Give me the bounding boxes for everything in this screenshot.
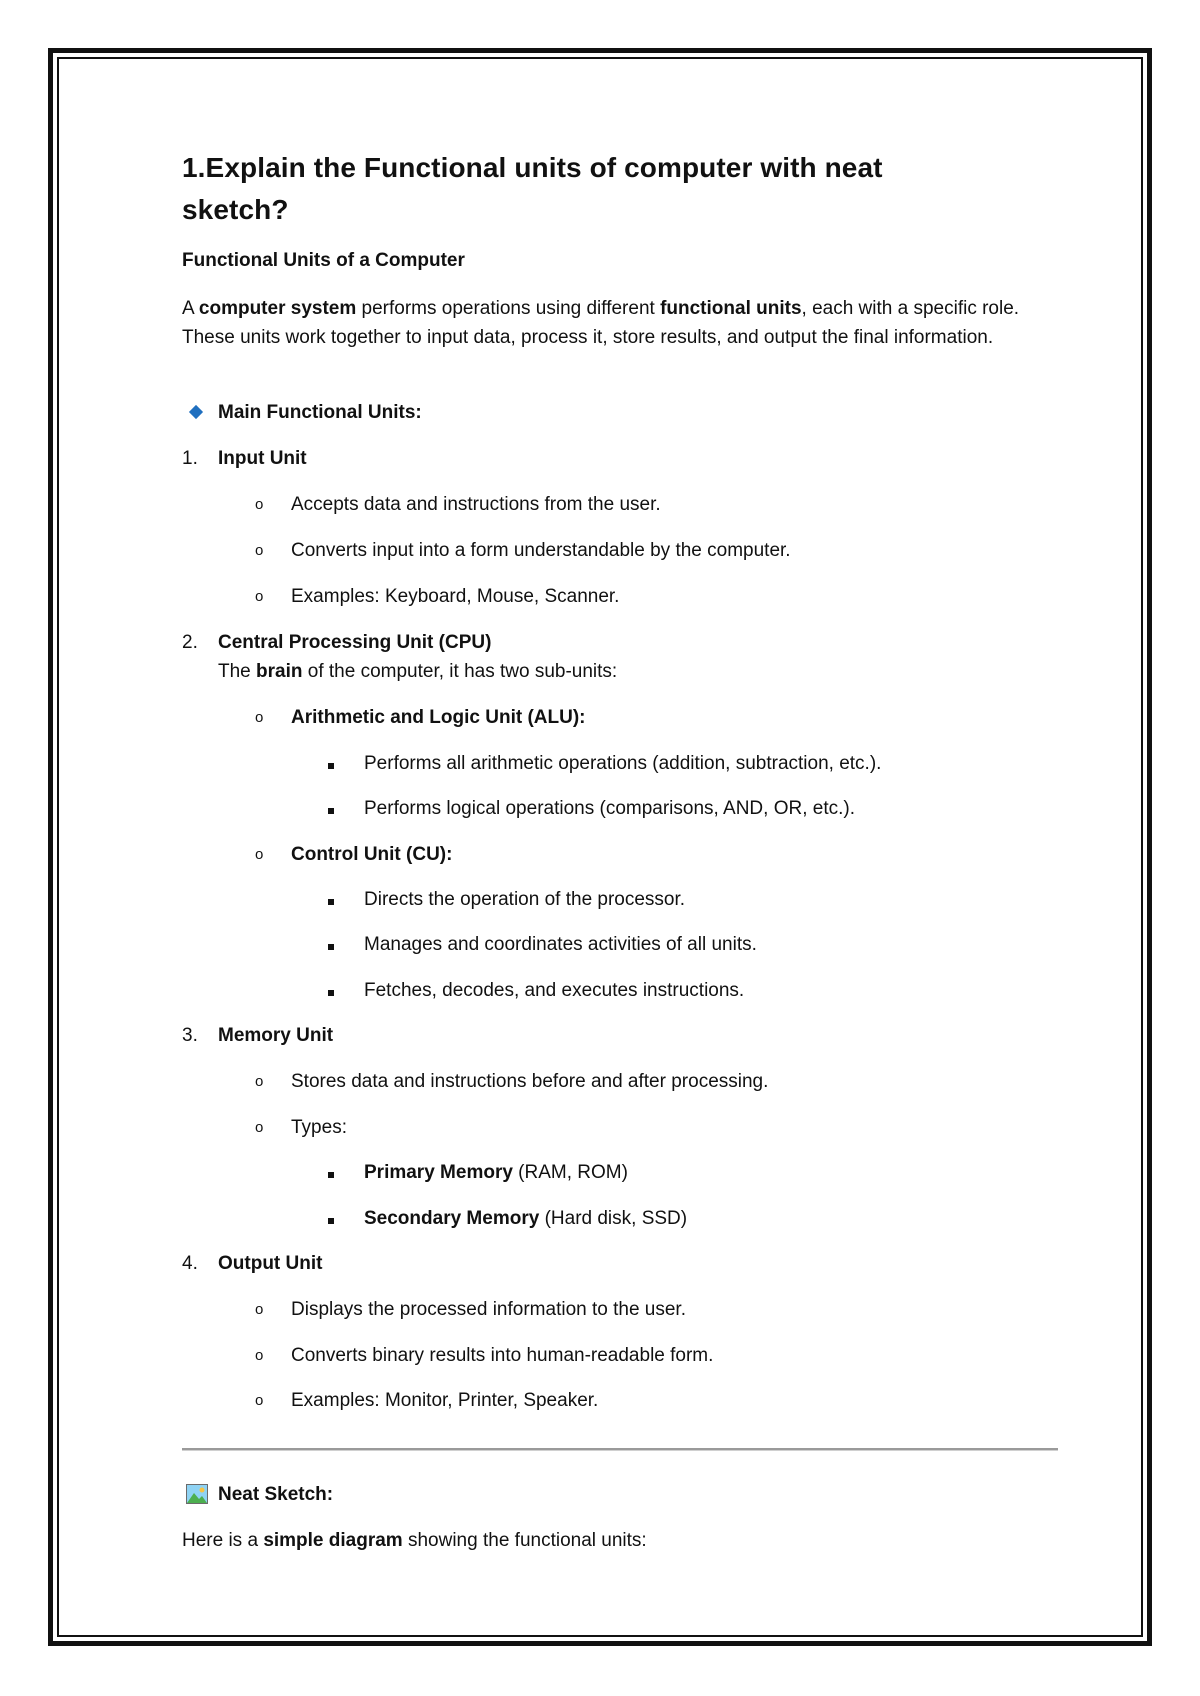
list-item: Fetches, decodes, and executes instructions.	[364, 980, 745, 1001]
list-number-1: 1.	[182, 448, 198, 469]
intro-text-3: , each with a specific role. These units work together to input data, process it, store results, and output the final information.	[182, 298, 1020, 348]
list-item: Examples: Keyboard, Mouse, Scanner.	[291, 586, 620, 607]
intro-bold-1: computer system	[198, 298, 357, 319]
cpu-heading: Central Processing Unit (CPU)	[218, 632, 492, 653]
circle-bullet-icon: o	[255, 588, 264, 605]
square-bullet-icon	[328, 990, 334, 996]
circle-bullet-icon: o	[255, 1392, 264, 1409]
square-bullet-icon	[328, 763, 334, 769]
list-item: Directs the operation of the processor.	[364, 889, 686, 910]
circle-bullet-icon: o	[255, 496, 264, 513]
list-item: Performs all arithmetic operations (addition, subtraction, etc.).	[364, 753, 882, 774]
section-subheading: Functional Units of a Computer	[182, 250, 465, 271]
question-title	[182, 147, 883, 231]
list-item: Manages and coordinates activities of all units.	[364, 934, 757, 955]
horizontal-divider	[182, 1448, 1058, 1451]
square-bullet-icon	[328, 1218, 334, 1224]
cpu-description: The brain of the computer, it has two sub-units:	[218, 661, 618, 682]
intro-text-2: performs operations using different	[356, 298, 661, 319]
question-title-line1: 1.Explain the Functional units of computer with neat	[182, 152, 883, 183]
list-item: Performs logical operations (comparisons, AND, OR, etc.).	[364, 798, 856, 819]
picture-icon	[186, 1484, 208, 1504]
question-title-line2: sketch?	[182, 194, 289, 225]
circle-bullet-icon: o	[255, 542, 264, 559]
list-item: Stores data and instructions before and after processing.	[291, 1071, 769, 1092]
circle-bullet-icon: o	[255, 709, 264, 726]
neat-sketch-heading: Neat Sketch:	[218, 1484, 334, 1505]
circle-bullet-icon: o	[255, 1347, 264, 1364]
circle-bullet-icon: o	[255, 1073, 264, 1090]
alu-heading: Arithmetic and Logic Unit (ALU):	[291, 707, 586, 728]
input-unit-heading: Input Unit	[218, 448, 307, 469]
square-bullet-icon	[328, 944, 334, 950]
memory-unit-heading: Memory Unit	[218, 1025, 334, 1046]
list-item: Displays the processed information to the user.	[291, 1299, 686, 1320]
list-item: Accepts data and instructions from the user.	[291, 494, 661, 515]
list-number-3: 3.	[182, 1025, 198, 1046]
list-number-4: 4.	[182, 1253, 198, 1274]
list-item: Converts input into a form understandable by the computer.	[291, 540, 791, 561]
list-item: Converts binary results into human-readable form.	[291, 1345, 714, 1366]
intro-text-1: A	[182, 298, 199, 319]
circle-bullet-icon: o	[255, 1301, 264, 1318]
square-bullet-icon	[328, 899, 334, 905]
intro-paragraph	[182, 294, 1042, 352]
circle-bullet-icon: o	[255, 1119, 264, 1136]
intro-bold-2: functional units	[660, 298, 802, 319]
list-item: Secondary Memory (Hard disk, SSD)	[364, 1208, 688, 1229]
cu-heading: Control Unit (CU):	[291, 844, 453, 865]
list-item: Examples: Monitor, Printer, Speaker.	[291, 1390, 599, 1411]
output-unit-heading: Output Unit	[218, 1253, 323, 1274]
circle-bullet-icon: o	[255, 846, 264, 863]
main-units-heading: Main Functional Units:	[218, 402, 422, 423]
sketch-intro: Here is a simple diagram showing the functional units:	[182, 1530, 647, 1551]
list-item: Types:	[291, 1117, 347, 1138]
list-item: Primary Memory (RAM, ROM)	[364, 1162, 628, 1183]
list-number-2: 2.	[182, 632, 198, 653]
square-bullet-icon	[328, 808, 334, 814]
square-bullet-icon	[328, 1172, 334, 1178]
